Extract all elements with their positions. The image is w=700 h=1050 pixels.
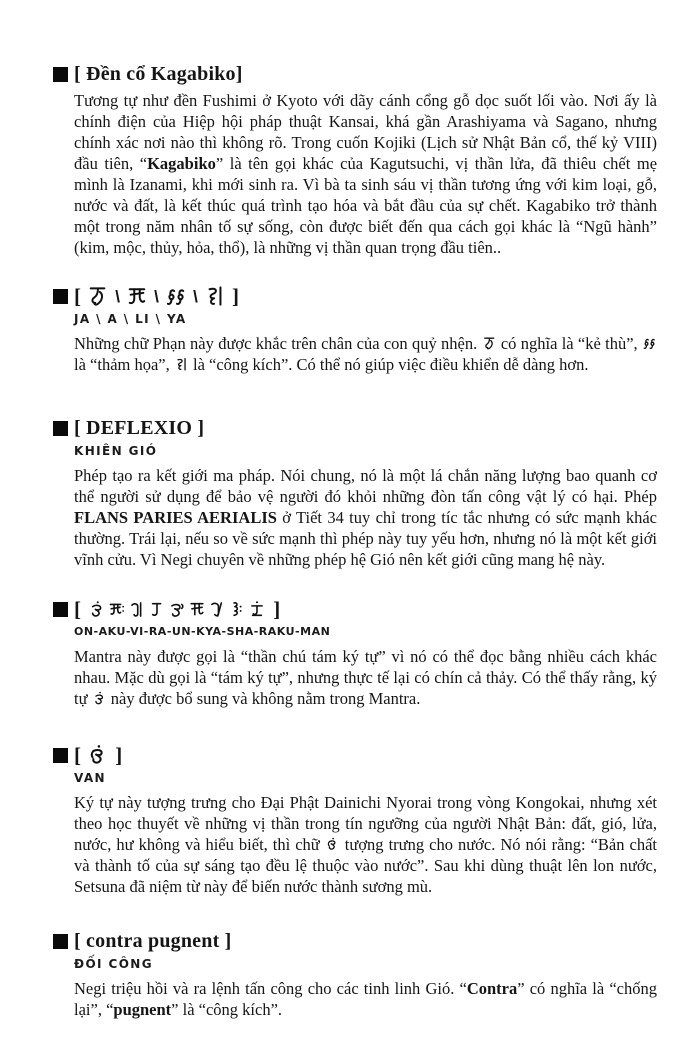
siddham-kya-glyph	[189, 599, 205, 620]
entry-body	[74, 333, 657, 375]
entry-body	[74, 792, 657, 897]
entry-ja-a-li-ya	[53, 284, 657, 375]
siddham-ya-glyph	[175, 356, 188, 373]
entry-body	[74, 978, 657, 1020]
section-bullet-icon	[53, 602, 68, 617]
entry-mantra	[53, 597, 657, 709]
siddham-vi-glyph	[129, 599, 145, 620]
siddham-a-glyph	[127, 284, 147, 309]
entry-title-glyphs	[74, 284, 657, 309]
body-text: ở Tiết 34 tuy chỉ trong tíc tắc nhưng có sức mạnh khác thường. Trái lại, nếu so về sức mạnh thì phép này tuy yếu hơn, nhưng nó là một kết giới vĩnh cửu. Vì Negi chuyên về những phép hệ Gió nên kết giới cũng mang hệ này.	[74, 508, 657, 569]
body-text: có nghĩa là “kẻ thù”,	[496, 334, 642, 353]
section-bullet-icon	[53, 748, 68, 763]
siddham-on-glyph	[89, 599, 105, 620]
entry-title-glyphs	[74, 597, 657, 622]
body-text: này được bổ sung và không nằm trong Mantra.	[106, 689, 421, 708]
entry-romanization: VAN	[74, 771, 107, 785]
bold-term: Kagabiko	[147, 154, 216, 173]
bold-term: pugnent	[113, 1000, 172, 1019]
body-text: là “công kích”. Có thể nó giúp việc điều khiển dễ dàng hơn.	[188, 355, 589, 374]
backslash-separator: \	[154, 287, 160, 306]
entry-van	[53, 743, 657, 897]
backslash-separator: \	[193, 287, 199, 306]
backslash-separator: \	[115, 287, 121, 306]
siddham-un-glyph	[169, 599, 185, 620]
siddham-li-glyph	[643, 335, 656, 352]
bracket-close: ]	[232, 284, 240, 308]
entry-title: [ contra pugnent ]	[74, 930, 232, 952]
body-text: ” là “công kích”.	[171, 1000, 283, 1019]
siddham-ra-glyph	[149, 599, 165, 620]
body-text: Ký tự này tượng trưng cho Đại Phật Dainichi Nyorai trong vòng Kongokai, nhưng xét theo học thuyết về những vị thần trong tín ngưỡng của người Nhật Bản: đất, gió, lửa, nước, hư không và hiểu biết, thì chữ	[74, 793, 657, 854]
siddham-man-glyph	[249, 599, 265, 620]
siddham-raku-glyph	[229, 599, 245, 620]
bold-term: FLANS PARIES AERIALIS	[74, 508, 277, 527]
entry-romanization: ON-AKU-VI-RA-UN-KYA-SHA-RAKU-MAN	[74, 625, 331, 638]
body-text: tượng trưng cho nước. Nó nói rằng: “Bản chất và thành tố của sự sáng tạo đều lệ thuộc vào nước”. Sau khi dùng thuật lên lon nước, Setsuna đã niệm từ này để biến nước thành sương mù.	[74, 835, 657, 896]
siddham-li-glyph	[166, 284, 186, 309]
siddham-sha-glyph	[209, 599, 225, 620]
bracket-close: ]	[115, 743, 123, 767]
section-bullet-icon	[53, 934, 68, 949]
entry-title: [ Đền cổ Kagabiko]	[74, 63, 243, 85]
siddham-van-glyph	[88, 743, 108, 768]
entry-body	[74, 90, 657, 258]
body-text: Negi triệu hồi và ra lệnh tấn công cho các tinh linh Gió. “	[74, 979, 467, 998]
body-text: là “thảm họa”,	[74, 355, 174, 374]
body-text: Tương tự như đền Fushimi ở Kyoto với dãy cánh cổng gỗ dọc suốt lối vào. Nơi ấy là chính điện của Hiệp hội pháp thuật Kansai, khá gần Arashiyama và Sagano, nhưng chính xác nơi nào thì không rõ. Trong cuốn Kojiki (Lịch sử Nhật Bản cổ, thế kỷ VIII) đầu tiên, “	[74, 91, 657, 173]
entry-body	[74, 465, 657, 570]
bold-term: Contra	[466, 979, 518, 998]
bracket-close: ]	[273, 597, 281, 621]
bracket-open: [	[74, 597, 82, 621]
section-bullet-icon	[53, 289, 68, 304]
bracket-open: [	[74, 743, 82, 767]
siddham-ya-glyph	[205, 284, 225, 309]
entry-title: [ DEFLEXIO ]	[74, 417, 205, 439]
section-bullet-icon	[53, 67, 68, 82]
siddham-ja-glyph	[88, 284, 108, 309]
body-text: ” là tên gọi khác của Kagutsuchi, vị thần lửa, đã thiêu chết mẹ mình là Izanami, khi mới sinh ra. Vì bà ta sinh sáu vị thần tương ứng với kim loại, gỗ, nước và đất, là kết thúc quá trình tạo hóa và bắt đầu của sự chết. Kagabiko trở thành một trong năm nhân tố sự sống, còn được biết đến qua cách gọi khác là “Ngũ hành” (kim, mộc, thủy, hỏa, thổ), là những vị thần quan trọng đầu tiên..	[74, 154, 658, 257]
entry-translation: ĐỐI CÔNG	[74, 957, 153, 971]
body-text: Mantra này được gọi là “thần chú tám ký tự” vì nó có thể đọc bằng nhiều cách khác nhau. Mặc dù gọi là “tám ký tự”, nhưng thực tế lại có chín cả thảy. Có thể thấy rằng, ký tự	[74, 647, 657, 708]
entry-kagabiko	[53, 62, 657, 258]
siddham-van-glyph	[326, 836, 339, 853]
siddham-ja-glyph	[483, 335, 496, 352]
body-text: Phép tạo ra kết giới ma pháp. Nói chung, nó là một lá chắn năng lượng bao quanh cơ thể người sử dụng để bảo vệ người đó khỏi những đòn tấn công vật lý có hại. Phép	[74, 466, 657, 506]
siddham-on-glyph	[93, 690, 106, 707]
entry-body	[74, 646, 657, 709]
siddham-aku-glyph	[109, 599, 125, 620]
bracket-open: [	[74, 284, 82, 308]
entry-romanization: JA \ A \ LI \ YA	[74, 312, 187, 326]
entry-title-glyphs	[74, 743, 657, 768]
body-text: Những chữ Phạn này được khắc trên chân của con quỷ nhện.	[74, 334, 482, 353]
section-bullet-icon	[53, 421, 68, 436]
body-text: ” có nghĩa là “chống lại”, “	[74, 979, 657, 1019]
entry-contra-pugnent	[53, 929, 657, 1020]
entry-translation: KHIÊN GIÓ	[74, 444, 158, 458]
entry-deflexio	[53, 416, 657, 570]
